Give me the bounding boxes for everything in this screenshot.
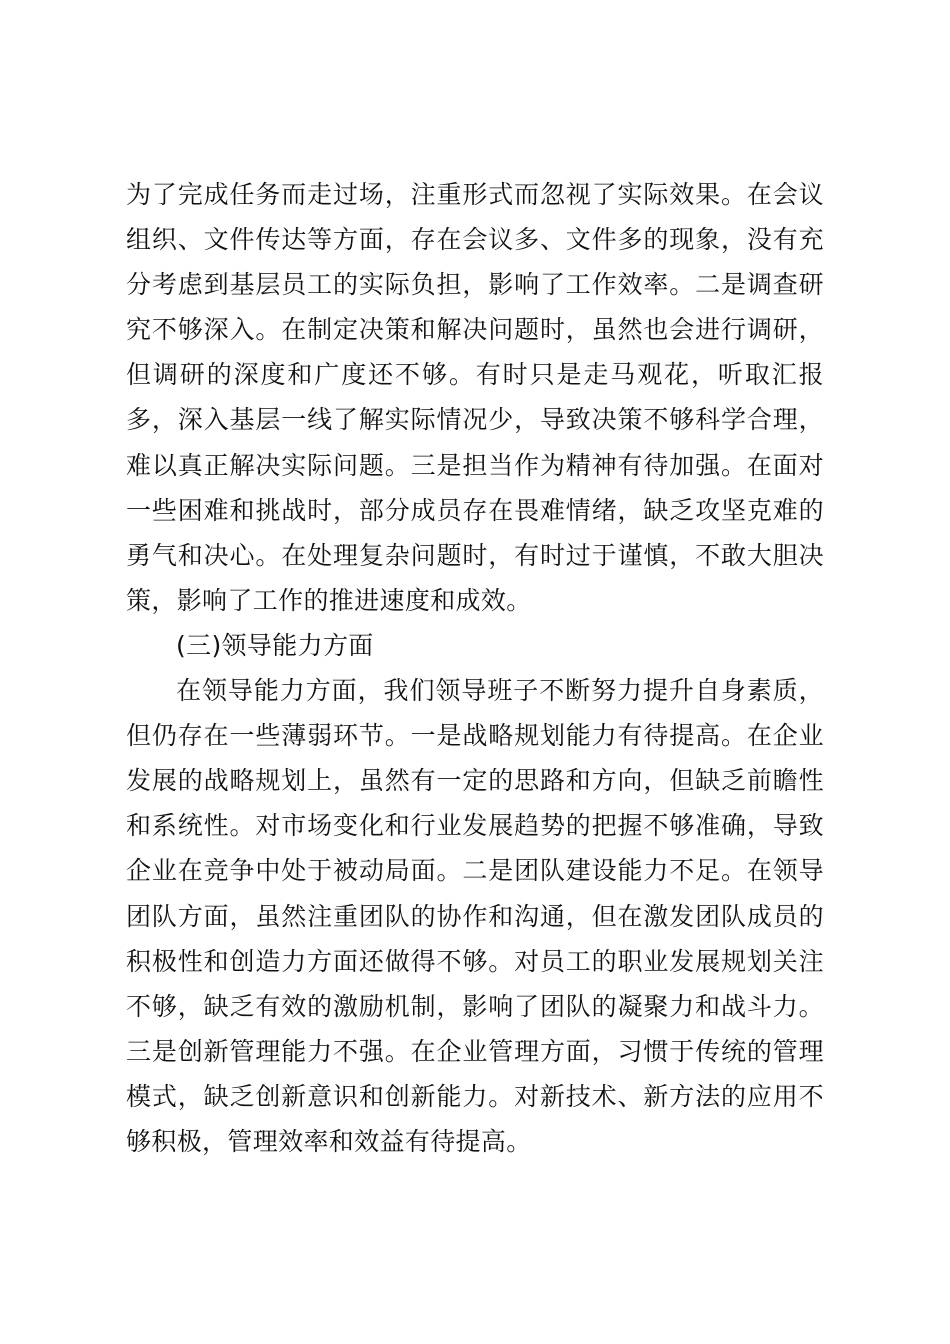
paragraph-line: 在领导能力方面，我们领导班子不断努力提升自身素质， (176, 676, 824, 706)
section-heading: (三)领导能力方面 (176, 630, 374, 660)
paragraph-line: 分考虑到基层员工的实际负担，影响了工作效率。二是调查研 (126, 270, 824, 300)
paragraph-line: 但调研的深度和广度还不够。有时只是走马观花，听取汇报 (126, 360, 824, 390)
paragraph-line: 究不够深入。在制定决策和解决问题时，虽然也会进行调研， (126, 315, 824, 345)
paragraph-line: 模式，缺乏创新意识和创新能力。对新技术、新方法的应用不 (126, 1081, 824, 1111)
paragraph-line: 组织、文件传达等方面，存在会议多、文件多的现象，没有充 (126, 225, 824, 255)
paragraph-line: 勇气和决心。在处理复杂问题时，有时过于谨慎，不敢大胆决 (126, 540, 824, 570)
paragraph-line: 难以真正解决实际问题。三是担当作为精神有待加强。在面对 (126, 450, 824, 480)
paragraph-line: 策，影响了工作的推进速度和成效。 (126, 585, 532, 615)
paragraph-line: 不够，缺乏有效的激励机制，影响了团队的凝聚力和战斗力。 (126, 991, 824, 1021)
document-body (126, 172, 824, 1164)
paragraph-1 (126, 172, 824, 623)
paragraph-line: 但仍存在一些薄弱环节。一是战略规划能力有待提高。在企业 (126, 721, 824, 751)
paragraph-line: 一些困难和挑战时，部分成员存在畏难情绪，缺乏攻坚克难的 (126, 495, 824, 525)
paragraph-line: 三是创新管理能力不强。在企业管理方面，习惯于传统的管理 (126, 1036, 824, 1066)
paragraph-line: 够积极，管理效率和效益有待提高。 (126, 1126, 532, 1156)
paragraph-line: 团队方面，虽然注重团队的协作和沟通，但在激发团队成员的 (126, 901, 824, 931)
paragraph-line: 多，深入基层一线了解实际情况少，导致决策不够科学合理， (126, 405, 824, 435)
paragraph-line: 发展的战略规划上，虽然有一定的思路和方向，但缺乏前瞻性 (126, 766, 824, 796)
paragraph-line: 企业在竞争中处于被动局面。二是团队建设能力不足。在领导 (126, 856, 824, 886)
paragraph-2 (126, 668, 824, 1164)
paragraph-line: 为了完成任务而走过场，注重形式而忽视了实际效果。在会议 (126, 180, 824, 209)
paragraph-line: 和系统性。对市场变化和行业发展趋势的把握不够准确，导致 (126, 811, 824, 841)
paragraph-line: 积极性和创造力方面还做得不够。对员工的职业发展规划关注 (126, 946, 824, 976)
